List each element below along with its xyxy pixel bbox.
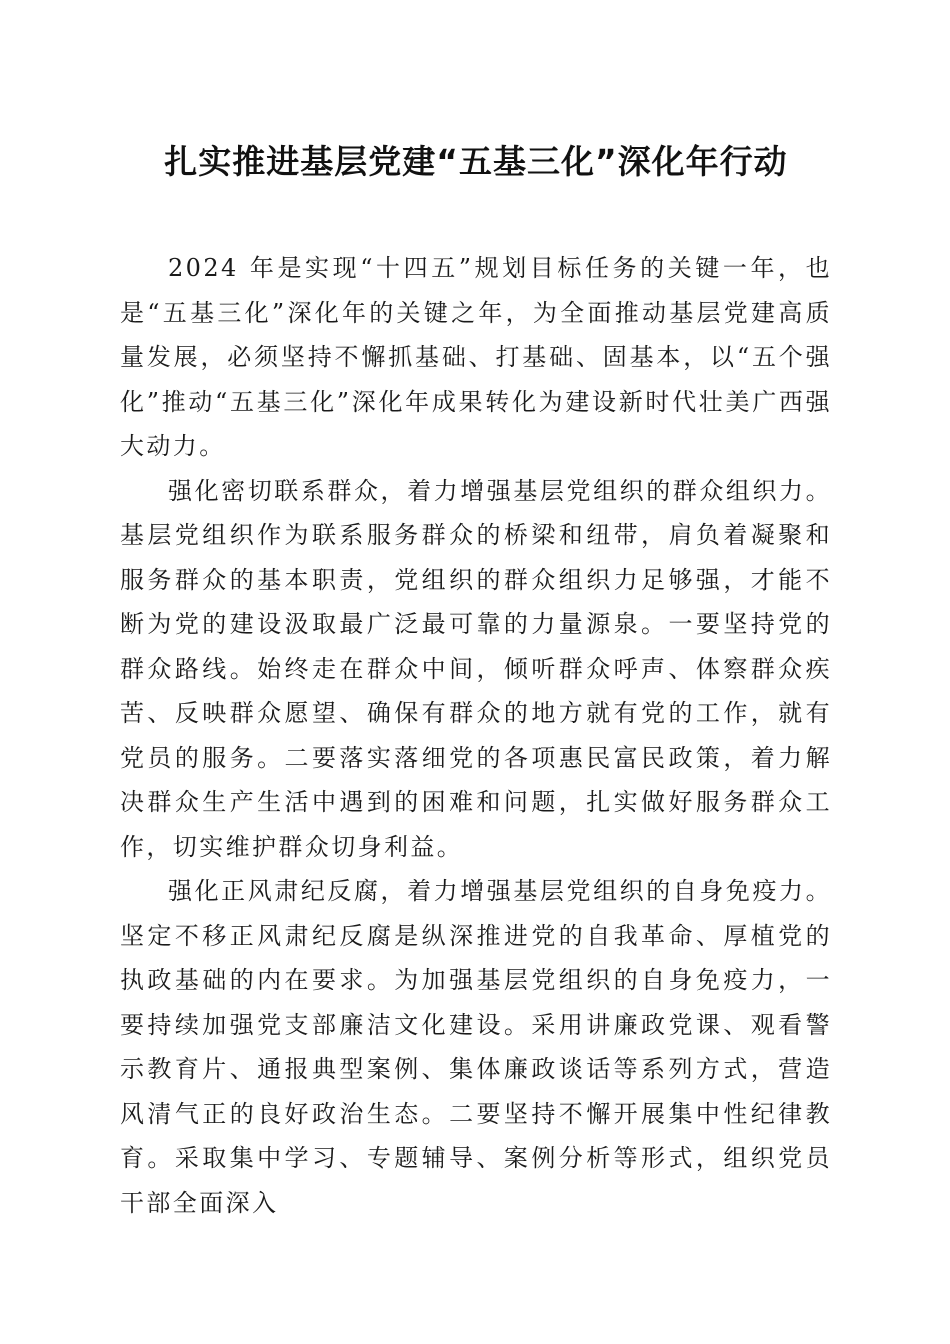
document-title: 扎实推进基层党建“五基三化”深化年行动	[164, 142, 788, 181]
paragraph-intro: 2024 年是实现“十四五”规划目标任务的关键一年，也是“五基三化”深化年的关键之年，为全面推动基层党建高质量发展，必须坚持不懈抓基础、打基础、固基本，以“五个强化”推动“五基三化”深化年成果转化为建设新时代壮美广西强大动力。	[120, 254, 832, 460]
paragraph-anti-corruption: 强化正风肃纪反腐，着力增强基层党组织的自身免疫力。坚定不移正风肃纪反腐是纵深推进党的自我革命、厚植党的执政基础的内在要求。为加强基层党组织的自身免疫力，一要持续加强党支部廉洁文化建设。采用讲廉政党课、观看警示教育片、通报典型案例、集体廉政谈话等系列方式，营造风清气正的良好政治生态。二要坚持不懈开展集中性纪律教育。采取集中学习、专题辅导、案例分析等形式，组织党员干部全面深入	[120, 877, 832, 1217]
paragraph-contact-masses: 强化密切联系群众，着力增强基层党组织的群众组织力。基层党组织作为联系服务群众的桥梁和纽带，肩负着凝聚和服务群众的基本职责，党组织的群众组织力足够强，才能不断为党的建设汲取最广泛最可靠的力量源泉。一要坚持党的群众路线。始终走在群众中间，倾听群众呼声、体察群众疾苦、反映群众愿望、确保有群众的地方就有党的工作，就有党员的服务。二要落实落细党的各项惠民富民政策，着力解决群众生产生活中遇到的困难和问题，扎实做好服务群众工作，切实维护群众切身利益。	[120, 476, 832, 861]
